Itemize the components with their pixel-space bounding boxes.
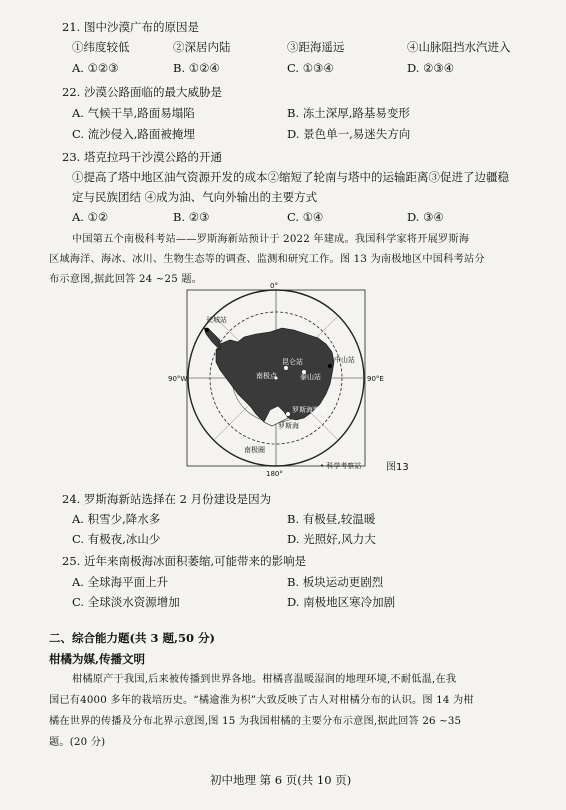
q23-option-d: D. ③④ xyxy=(407,210,444,224)
q23-option-a: A. ①② xyxy=(72,210,109,224)
label-kunlun: 昆仑站 xyxy=(282,358,303,366)
q23-statement-line-2: 定与民族团结 ④成为油、气向外输出的主要方式 xyxy=(72,190,318,204)
q21-stem: 21. 图中沙漠广布的原因是 xyxy=(62,20,199,34)
map-legend: • 科学考察站 xyxy=(320,462,362,470)
q23-stem: 23. 塔克拉玛干沙漠公路的开通 xyxy=(62,150,222,164)
q25-option-a: A. 全球海平面上升 xyxy=(72,575,169,589)
q24-option-a: A. 积雪少,降水多 xyxy=(72,512,161,526)
station-kunlun-dot xyxy=(284,366,288,370)
q23-option-c: C. ①④ xyxy=(287,210,324,224)
intro-line-1: 中国第五个南极科考站——罗斯海新站预计于 2022 年建成。我国科学家将开展罗斯海 xyxy=(72,234,470,245)
section-2-line-3: 橘在世界的传播及分布北界示意图,图 15 为我国柑橘的主要分布示意图,据此回答 26 ~35 xyxy=(49,716,462,727)
station-zhongshan-dot xyxy=(328,364,332,368)
q23-statement-line-1: ①提高了塔中地区油气资源开发的成本②缩短了轮南与塔中的运输距离③促进了边疆稳 xyxy=(72,170,509,184)
q22-option-d: D. 景色单一,易迷失方向 xyxy=(287,127,411,141)
q22-stem: 22. 沙漠公路面临的最大威胁是 xyxy=(62,85,222,99)
q21-option-c: C. ①③④ xyxy=(287,61,334,75)
label-south-pole: 南极点 xyxy=(256,372,277,380)
station-changcheng-dot xyxy=(205,328,209,332)
section-2-line-4: 题。(20 分) xyxy=(49,737,106,748)
label-90w: 90°W xyxy=(168,375,188,383)
label-taishan: 泰山站 xyxy=(300,373,321,381)
q25-option-b: B. 板块运动更剧烈 xyxy=(287,575,384,589)
section-2-title: 二、综合能力题(共 3 题,50 分) xyxy=(49,631,215,645)
q21-item-2: ②深居内陆 xyxy=(173,40,231,54)
label-zhongshan: 中山站 xyxy=(334,356,355,364)
section-2-subtitle: 柑橘为媒,传播文明 xyxy=(49,652,146,666)
label-changcheng: 长城站 xyxy=(206,316,227,324)
intro-line-2: 区域海洋、海冰、冰川、生物生态等的调查、监测和研究工作。图 13 为南极地区中国科考站分 xyxy=(49,254,485,265)
q24-option-b: B. 有极昼,较温暖 xyxy=(287,512,376,526)
q25-stem: 25. 近年来南极海冰面积萎缩,可能带来的影响是 xyxy=(62,554,307,568)
q24-option-d: D. 光照好,风力大 xyxy=(287,532,376,546)
q24-option-c: C. 有极夜,冰山少 xyxy=(72,532,161,546)
q25-option-d: D. 南极地区寒冷加剧 xyxy=(287,595,396,609)
q21-option-a: A. ①②③ xyxy=(72,61,119,75)
q24-stem: 24. 罗斯海新站选择在 2 月份建设是因为 xyxy=(62,492,272,506)
q23-option-b: B. ②③ xyxy=(173,210,210,224)
label-0: 0° xyxy=(270,282,278,290)
label-ross-sea: 罗斯海 xyxy=(278,422,299,430)
q21-item-3: ③距海遥远 xyxy=(287,40,345,54)
section-2-line-1: 柑橘原产于我国,后来被传播到世界各地。柑橘喜温暖湿润的地理环境,不耐低温,在我 xyxy=(72,674,457,685)
q25-option-c: C. 全球淡水资源增加 xyxy=(72,595,180,609)
q21-option-d: D. ②③④ xyxy=(407,61,455,75)
q21-option-b: B. ①②④ xyxy=(173,61,220,75)
label-rossnew: 罗斯海新站 xyxy=(292,406,327,414)
label-90e: 90°E xyxy=(367,375,384,383)
antarctica-map xyxy=(160,282,430,482)
label-180: 180° xyxy=(266,470,283,478)
intro-line-3: 布示意图,据此回答 24 ~25 题。 xyxy=(49,274,203,285)
station-rossnew-dot xyxy=(286,412,290,416)
q21-item-1: ①纬度较低 xyxy=(72,40,130,54)
q21-item-4: ④山脉阻挡水汽进入 xyxy=(407,40,511,54)
label-antarctic-circle: 南极圈 xyxy=(244,446,265,454)
section-2-line-2: 国已有4000 多年的栽培历史。“橘逾淮为枳”大致反映了古人对柑橘分布的认识。图 14 为柑 xyxy=(49,695,474,706)
q22-option-b: B. 冻土深厚,路基易变形 xyxy=(287,106,410,120)
q22-option-c: C. 流沙侵入,路面被掩埋 xyxy=(72,127,195,141)
figure-13-label: 图13 xyxy=(386,462,409,473)
q22-option-a: A. 气候干旱,路面易塌陷 xyxy=(72,106,195,120)
page-footer: 初中地理 第 6 页(共 10 页) xyxy=(210,773,352,787)
